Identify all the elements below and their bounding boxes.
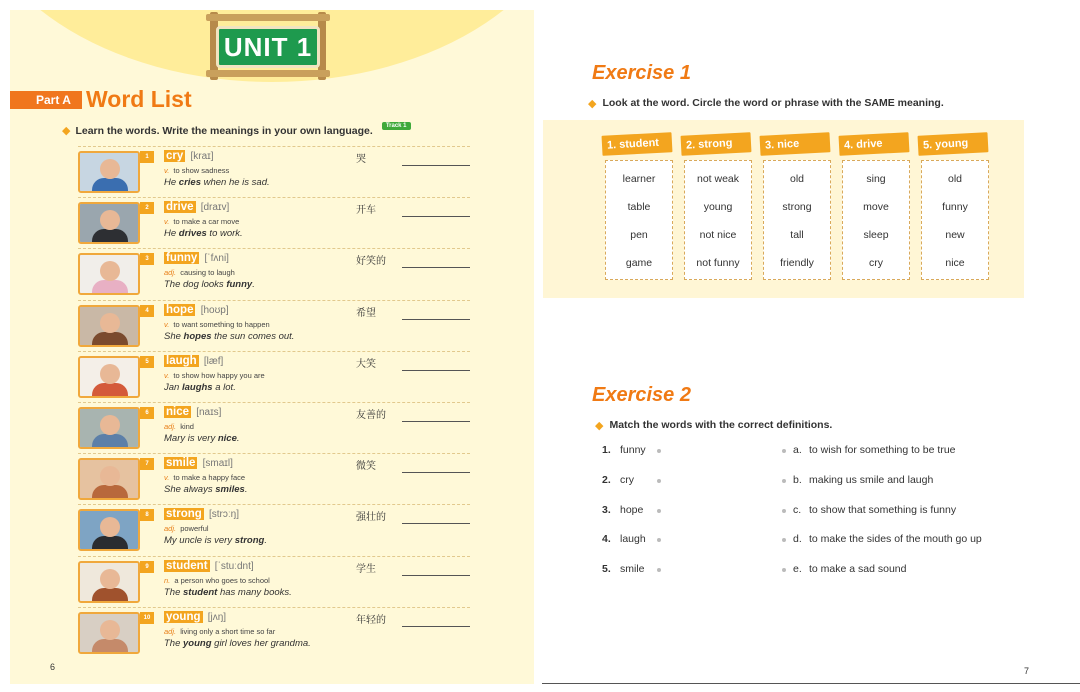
word-part-of-speech: v. [164,217,170,227]
photo-figure-body [92,332,128,347]
word-headline [164,150,214,162]
example-text: when he is sad. [200,177,270,188]
example-text: . [264,535,267,547]
example-text: Jan [164,381,182,393]
word-pronunciation: [ˈstuːdnt] [214,560,254,572]
word-term: funny [166,252,198,265]
match-definition: making us smile and laugh [809,473,934,486]
photo-figure-head [100,364,120,384]
word-example [164,433,240,444]
word-row [78,197,470,248]
example-keyword: hopes [183,330,212,342]
word-translation: 年轻的 [356,614,386,626]
example-text: He [164,228,179,240]
exercise1-target-word: 3. nice [760,132,831,156]
exercise1-column [684,134,752,280]
instruction-text: Learn the words. Write the meanings in your own language. [75,124,373,137]
word-definition-text: to want something to happen [173,319,270,329]
word-part-of-speech: adj. [164,421,177,431]
exercise1-target-word: 5. young [918,132,989,156]
word-number: 7 [140,458,154,470]
word-photo [78,407,140,449]
word-photo [78,253,140,295]
match-dot-left[interactable] [657,538,661,542]
meaning-write-line[interactable] [402,575,470,576]
exercise1-panel [543,120,1024,298]
example-keyword: cries [178,177,201,188]
meaning-write-line[interactable] [402,421,470,422]
example-text: The [164,586,184,598]
match-dot-right[interactable] [782,509,786,513]
exercise1-column [921,134,989,280]
word-part-of-speech: v. [164,166,170,175]
word-photo [78,612,140,654]
exercise1-options-box [605,160,673,280]
example-text: My uncle is very [164,535,235,547]
word-pronunciation: [jʌŋ] [207,611,227,623]
word-number: 2 [140,202,154,214]
word-definition-text: a person who goes to school [174,575,270,585]
word-row [78,248,470,299]
word-translation: 开车 [356,205,376,217]
example-text: . [252,279,255,291]
exercise1-option[interactable]: cry [869,257,883,269]
word-example [164,638,311,649]
word-part-of-speech: adj. [164,626,177,636]
exercise1-option[interactable]: nice [945,257,965,269]
match-number: 2. [602,473,611,486]
photo-figure-body [92,434,128,449]
exercise1-options-box [842,160,910,280]
exercise1-option[interactable]: not weak [696,173,740,185]
exercise1-column [605,134,673,280]
match-definition: to show that something is funny [809,503,957,516]
photo-figure-body [92,229,128,244]
word-row [78,556,470,607]
photo-figure-body [92,383,128,398]
word-definition [164,524,209,533]
example-text: She always [164,484,216,496]
word-term: hope [166,303,194,316]
example-keyword: laughs [181,381,213,393]
word-translation: 微笑 [356,461,376,473]
page-number-left: 6 [50,662,56,672]
word-part-of-speech: adj. [164,268,177,278]
word-translation: 大笑 [356,358,376,370]
word-translation: 好笑的 [356,256,386,268]
word-term: student [166,559,208,572]
word-list-instruction [62,124,411,137]
example-keyword: nice [217,432,237,444]
word-part-of-speech: v. [164,370,170,380]
word-photo [78,356,140,398]
exercise2-instruction [595,419,832,432]
meaning-write-line[interactable] [402,267,470,268]
word-row [78,146,470,197]
match-dot-right[interactable] [782,568,786,572]
exercise1-option[interactable]: new [945,229,965,241]
audio-track-badge[interactable]: Track 1 [382,122,411,130]
meaning-write-line[interactable] [402,523,470,524]
match-number: 1. [602,444,611,456]
page-number-right: 7 [1024,666,1030,676]
example-text: The dog looks [164,279,227,291]
example-text: . [244,484,248,496]
example-text: to work. [206,228,243,240]
example-text: She [164,330,184,342]
example-keyword: young [183,637,212,649]
word-translation: 哭 [356,154,366,165]
word-part-of-speech: v. [164,319,170,329]
match-word: hope [620,503,644,516]
word-example [164,535,267,546]
exercise1-options-box [763,160,831,280]
word-definition [164,320,270,329]
match-number: 3. [602,503,611,516]
left-page [10,10,534,684]
match-letter: c. [793,503,802,516]
exercise1-target-word: 1. student [602,132,673,156]
word-row [78,453,470,504]
exercise1-option[interactable]: pen [630,229,648,241]
photo-figure-body [92,280,128,295]
match-row [602,563,1032,577]
match-row [602,444,1032,458]
photo-figure-head [100,313,120,333]
word-definition-text: kind [180,421,194,431]
example-text: . [236,432,240,444]
match-dot-right[interactable] [782,449,786,453]
word-headline [164,304,229,316]
exercise1-option[interactable]: game [625,257,653,269]
word-example [164,484,247,495]
word-headline [164,355,223,367]
word-definition-text: powerful [180,524,209,534]
word-photo [78,305,140,347]
word-pronunciation: [naɪs] [196,406,222,418]
exercise1-option[interactable]: table [627,201,651,213]
match-number: 5. [602,563,611,576]
match-letter: d. [793,533,802,546]
word-part-of-speech: n. [164,575,171,585]
word-number: 8 [140,509,154,521]
exercise1-option[interactable]: strong [782,201,812,213]
exercise1-option[interactable]: funny [942,201,968,213]
word-headline [164,252,229,264]
exercise1-option[interactable]: friendly [780,257,814,269]
exercise1-column [763,134,831,280]
word-number: 9 [140,561,154,573]
match-definition: to make a sad sound [809,563,907,576]
banner-rail-bottom [206,70,330,77]
word-translation: 友善的 [356,409,386,421]
match-dot-left[interactable] [657,449,661,453]
word-definition [164,576,270,585]
word-definition-text: to make a car move [173,217,240,227]
word-term: drive [166,201,194,214]
word-row [78,300,470,351]
word-term: cry [166,150,184,162]
match-word: cry [620,473,634,486]
word-photo [78,202,140,244]
match-dot-left[interactable] [657,568,661,572]
match-dot-right[interactable] [782,538,786,542]
exercise2-title: Exercise 2 [592,384,691,406]
example-keyword: smiles [215,484,245,496]
word-definition-text: to show how happy you are [173,370,265,380]
word-list [78,146,470,658]
exercise1-option[interactable]: sing [866,173,886,185]
word-definition [164,217,239,226]
word-term: strong [166,508,202,521]
exercise2-instruction-text: Match the words with the correct definitions. [609,419,833,431]
bullet-icon: ◆ [588,98,597,110]
right-page [542,10,1080,684]
photo-figure-body [92,178,128,193]
word-term: nice [166,405,190,418]
match-dot-left[interactable] [657,479,661,483]
word-definition [164,371,265,380]
word-definition [164,627,275,636]
banner-rail-top [206,14,330,21]
word-definition [164,473,245,482]
example-keyword: student [183,586,218,598]
match-word: laugh [620,533,646,546]
word-row [78,402,470,453]
unit-title: UNIT 1 [216,26,320,68]
match-word: funny [620,444,646,456]
match-word: smile [620,563,645,576]
match-row [602,474,1032,488]
word-part-of-speech: v. [164,473,170,483]
photo-figure-head [100,569,120,589]
example-text: Mary is very [164,432,218,444]
photo-figure-head [100,466,120,486]
word-headline [164,611,226,623]
word-definition-text: living only a short time so far [180,626,276,636]
word-number: 6 [140,407,154,419]
exercise1-options-box [684,160,752,280]
word-row [78,351,470,402]
word-definition [164,422,194,431]
exercise1-instruction-text: Look at the word. Circle the word or phrase with the SAME meaning. [602,97,944,109]
word-example [164,177,270,188]
example-keyword: funny [226,279,253,291]
word-term: smile [166,457,196,470]
exercise1-options-box [921,160,989,280]
exercise1-column [842,134,910,280]
exercise1-option[interactable]: move [863,201,889,213]
exercise1-option[interactable]: old [947,173,962,185]
word-pronunciation: [læf] [203,355,224,367]
word-number: 3 [140,253,154,265]
match-row [602,504,1032,518]
word-photo [78,561,140,603]
match-dot-left[interactable] [657,509,661,513]
exercise1-option[interactable]: tall [790,229,804,241]
example-text: has many books. [217,586,292,598]
word-headline [164,508,239,520]
photo-figure-body [92,536,128,551]
word-pronunciation: [kraɪ] [190,151,214,162]
exercise1-target-word: 2. strong [681,132,752,156]
example-text: He [164,177,179,188]
word-number: 4 [140,305,154,317]
word-definition [164,166,229,175]
match-definition: to make the sides of the mouth go up [809,533,982,546]
exercise1-instruction [588,97,944,110]
word-example [164,587,292,598]
bullet-icon: ◆ [595,420,604,432]
word-example [164,228,243,239]
word-number: 5 [140,356,154,368]
exercise1-title: Exercise 1 [592,62,691,84]
word-photo [78,509,140,551]
exercise1-option[interactable]: not nice [699,229,737,241]
example-text: a lot. [212,381,236,393]
exercise1-option[interactable]: not funny [696,257,740,269]
word-row [78,504,470,555]
example-text: girl loves her grandma. [211,637,311,649]
match-letter: e. [793,563,802,576]
word-pronunciation: [smaɪl] [202,458,233,470]
exercise1-option[interactable]: old [789,173,804,185]
word-headline [164,560,254,572]
meaning-write-line[interactable] [402,472,470,473]
example-text: The [164,637,184,649]
match-definition: to wish for something to be true [809,444,956,456]
word-example [164,382,236,393]
meaning-write-line[interactable] [402,216,470,217]
word-pronunciation: [hoʊp] [200,304,229,316]
unit-banner [206,12,330,82]
word-pronunciation: [strɔːŋ] [208,509,239,521]
match-row [602,533,1032,547]
meaning-write-line[interactable] [402,626,470,627]
meaning-write-line[interactable] [402,319,470,320]
word-example [164,279,255,290]
word-example [164,331,294,342]
word-headline [164,406,221,418]
exercise1-option[interactable]: learner [622,173,656,185]
word-term: laugh [166,354,197,367]
match-letter: b. [793,473,802,486]
word-number: 10 [140,612,154,624]
word-photo [78,151,140,193]
meaning-write-line[interactable] [402,370,470,371]
word-term: young [166,610,201,623]
exercise1-option[interactable]: young [703,201,733,213]
word-photo [78,458,140,500]
word-pronunciation: [draɪv] [200,202,230,214]
word-definition-text: to show sadness [173,166,230,175]
word-number: 1 [140,151,154,163]
word-definition-text: causing to laugh [180,268,235,278]
exercise1-option[interactable]: sleep [863,229,889,241]
meaning-write-line[interactable] [402,165,470,166]
word-pronunciation: [ˈfʌni] [204,253,229,265]
photo-figure-head [100,415,120,435]
word-translation: 希望 [356,307,376,319]
example-text: the sun comes out. [211,330,295,342]
word-part-of-speech: adj. [164,524,177,534]
bullet-icon: ◆ [62,125,71,137]
example-keyword: drives [178,228,207,240]
exercise1-target-word: 4. drive [839,132,910,156]
photo-figure-body [92,485,128,500]
word-translation: 强壮的 [356,512,386,524]
photo-figure-head [100,620,120,640]
photo-figure-body [92,588,128,603]
word-translation: 学生 [356,563,376,575]
photo-figure-body [92,639,128,654]
match-dot-right[interactable] [782,479,786,483]
section-title: Word List [86,86,192,112]
word-headline [164,457,233,469]
match-number: 4. [602,533,611,546]
photo-figure-head [100,159,120,179]
match-letter: a. [793,444,802,456]
word-headline [164,201,229,213]
example-keyword: strong [234,535,265,547]
word-definition [164,268,235,277]
word-definition-text: to make a happy face [173,473,246,483]
part-label: Part A [10,91,82,109]
word-row [78,607,470,658]
